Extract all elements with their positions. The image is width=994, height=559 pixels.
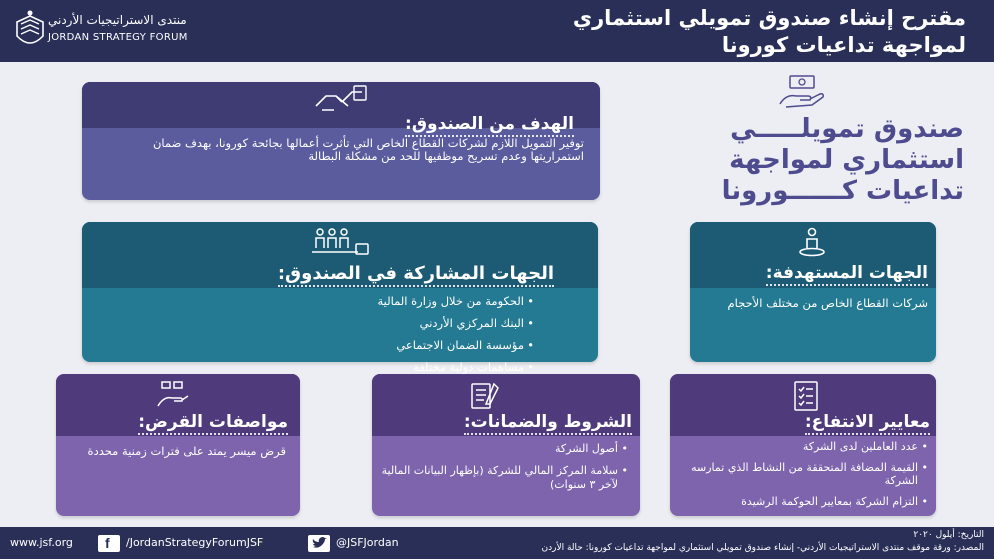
criteria-item: • القيمة المضافة المتحققة من النشاط الذي تمارسه الشركة [688, 461, 928, 487]
conditions-item: • أصول الشركة [378, 442, 628, 456]
criteria-item: • عدد العاملين لدى الشركة [688, 440, 928, 453]
criteria-title-text: معايير الانتفاع: [804, 412, 930, 432]
goal-handshake-icon [312, 84, 372, 114]
fund-title-line2: استثماري لمواجهة [729, 145, 964, 175]
page-title: مقترح إنشاء صندوق تمويلي استثماري [572, 6, 966, 30]
website-link[interactable]: www.jsf.org [10, 536, 73, 549]
conditions-title-text: الشروط والضمانات: [463, 412, 632, 432]
goal-title-text: الهدف من الصندوق: [405, 114, 574, 134]
jsf-logo-icon[interactable] [14, 10, 46, 50]
loan-title [138, 412, 288, 432]
loan-money-icon [156, 380, 192, 410]
facebook-icon[interactable]: f [98, 535, 120, 552]
participants-item: • مؤسسة الضمان الاجتماعي [314, 338, 534, 352]
footer-date: التاريخ: أيلول ٢٠٢٠ [913, 530, 984, 540]
conditions-title [464, 412, 632, 432]
footer-source: المصدر: ورقة موقف منتدى الاستراتيجيات الأردني- إنشاء صندوق تمويلي استثماري لمواجهة تداعيات كورونا: حالة الأردن [541, 543, 984, 553]
fund-hand-icon [772, 74, 832, 110]
loan-title-text: مواصفات القرض: [138, 412, 288, 432]
criteria-title [805, 412, 930, 432]
targeted-title [766, 263, 928, 283]
logo-text-english: JORDAN STRATEGY FORUM [48, 32, 188, 43]
loan-text: قرض ميسر يمتد على فترات زمنية محددة [87, 444, 286, 458]
facebook-link[interactable]: /JordanStrategyForumJSF [126, 536, 264, 549]
participants-item: • البنك المركزي الأردني [314, 316, 534, 330]
conditions-document-icon [468, 380, 502, 412]
criteria-checklist-icon [792, 380, 820, 412]
participants-item: • الحكومة من خلال وزارة المالية [314, 294, 534, 308]
conditions-list [378, 442, 628, 500]
fund-title-line3: تداعيات كــــــورونا [721, 176, 964, 206]
targeted-title-text: الجهات المستهدفة: [765, 263, 928, 283]
goal-text: توفير التمويل اللازم لشركات القطاع الخاص التي تأثرت أعمالها بجائحة كورونا، بهدف ضمان استمراريتها وعدم تسريح موظفيها للحد من مشكلة البطالة [152, 136, 584, 163]
fund-title-line1: صندوق تمويلـــــي [730, 114, 964, 144]
participants-people-icon [308, 226, 372, 258]
targeted-person-icon [796, 226, 828, 258]
page-subtitle: لمواجهة تداعيات كورونا [721, 33, 966, 57]
goal-title [405, 114, 574, 134]
twitter-icon[interactable] [308, 535, 330, 552]
participants-title [278, 263, 554, 284]
participants-list [314, 294, 534, 382]
criteria-list [688, 440, 928, 516]
participants-item: • مساهمات دولية مختلفة [314, 360, 534, 374]
participants-title-text: الجهات المشاركة في الصندوق: [277, 263, 554, 284]
criteria-item: • التزام الشركة بمعايير الحوكمة الرشيدة [688, 495, 928, 508]
targeted-text: شركات القطاع الخاص من مختلف الأحجام [727, 296, 928, 310]
logo-text-arabic: منتدى الاستراتيجيات الأردني [48, 13, 187, 27]
conditions-item: • سلامة المركز المالي للشركة (بإظهار البيانات المالية لآخر ٣ سنوات) [378, 464, 628, 492]
twitter-link[interactable]: @JSFJordan [336, 536, 399, 549]
